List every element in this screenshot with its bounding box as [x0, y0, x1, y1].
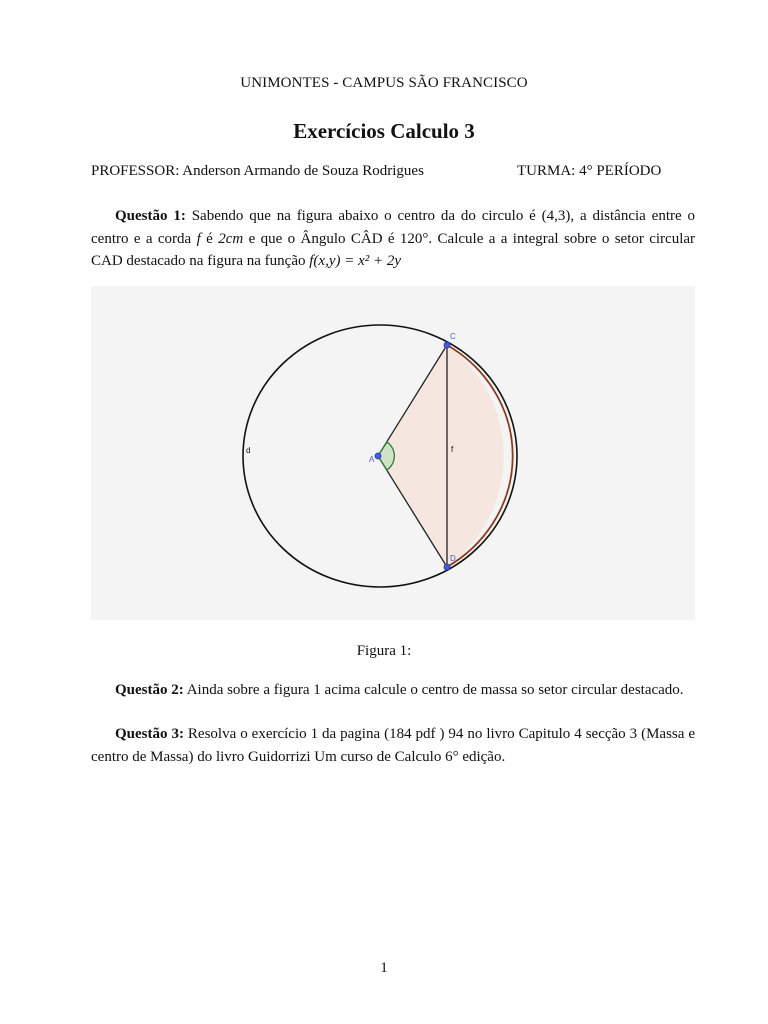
document-title: Exercícios Calculo 3	[293, 119, 475, 143]
chord-distance: 2cm	[218, 230, 244, 247]
question-3	[91, 723, 695, 768]
label-circle-d: d	[246, 446, 251, 455]
figure-1	[91, 286, 695, 620]
label-d: D	[450, 554, 456, 563]
page-number: 1	[380, 960, 388, 976]
label-c: C	[450, 332, 456, 341]
professor-line: PROFESSOR: Anderson Armando de Souza Rodrigues	[91, 163, 424, 179]
question-3-text: Resolva o exercício 1 da pagina (184 pdf ) 94 no livro Capitulo 4 secção 3 (Massa e centro de Massa) do livro Guidorrizi Um curso de Calculo 6° edição.	[91, 726, 696, 765]
question-1-text-part3: e que o Ângulo CÂD é 120°. Calcule a a integral sobre o setor circular CAD destacado na figura na função	[91, 230, 696, 269]
institution-header: UNIMONTES - CAMPUS SÃO FRANCISCO	[240, 75, 528, 91]
question-1-text-part2: é	[206, 230, 213, 247]
question-1-text-part1: Sabendo que na figura abaixo o centro da do circulo é (4,3), a distância entre o centro e a corda	[91, 208, 695, 247]
turma-line: TURMA: 4° PERÍODO	[517, 163, 662, 179]
chord-symbol: f	[196, 230, 201, 247]
figure-caption: Figura 1:	[356, 643, 412, 659]
question-1	[91, 205, 695, 273]
question-2-label: Questão 2:	[115, 682, 184, 698]
question-2-text: Ainda sobre a figura 1 acima calcule o centro de massa so setor circular destacado.	[186, 682, 684, 698]
question-1-label: Questão 1:	[115, 208, 186, 224]
point-d	[444, 564, 450, 570]
function-formula: f(x,y) = x² + 2y	[309, 253, 402, 269]
question-3-label: Questão 3:	[115, 726, 184, 742]
label-f: f	[451, 445, 454, 454]
point-c	[444, 342, 450, 348]
point-a	[375, 453, 381, 459]
question-2	[91, 679, 695, 702]
label-a: A	[369, 455, 375, 464]
circle-sector-diagram	[91, 286, 695, 620]
